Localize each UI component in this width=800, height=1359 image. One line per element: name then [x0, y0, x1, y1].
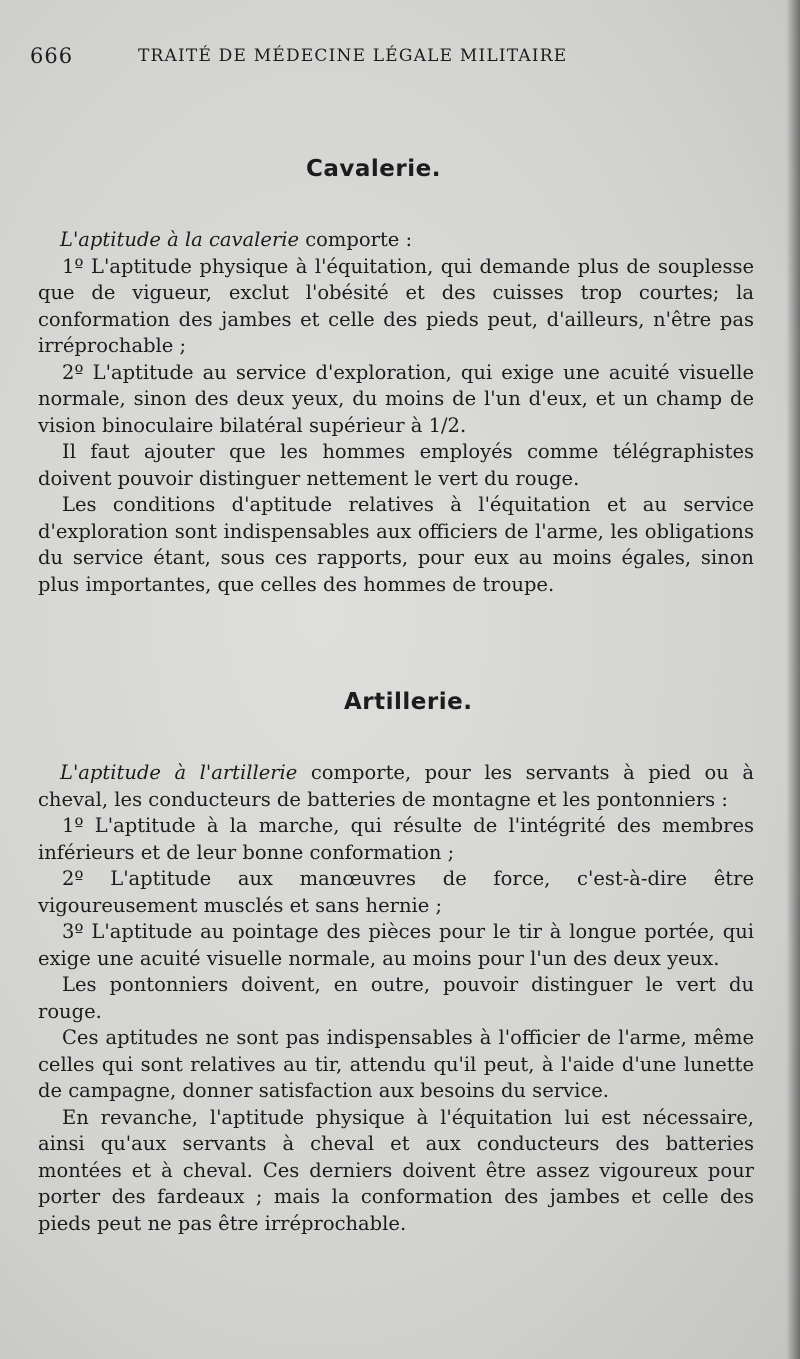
intro-rest: comporte : [299, 228, 413, 251]
section-heading-artillerie: Artillerie. [344, 689, 473, 715]
paragraph: 3º L'aptitude au pointage des pièces pour le tir à longue portée, qui exige une acuité visuelle normale, au moins pour l'un des deux yeux. [38, 920, 754, 970]
section-body-cavalerie [38, 227, 754, 598]
paragraph: Il faut ajouter que les hommes employés comme télégraphistes doivent pouvoir distinguer nettement le vert du rouge. [38, 440, 754, 490]
intro-italic: L'aptitude à la cavalerie [60, 228, 300, 251]
paragraph: Ces aptitudes ne sont pas indispensables à l'officier de l'arme, même celles qui sont relatives au tir, attendu qu'il peut, à l'aide d'une lunette de campagne, donner satisfaction aux besoins du service. [38, 1026, 754, 1102]
paragraph: Les pontonniers doivent, en outre, pouvoir distinguer le vert du rouge. [38, 973, 754, 1023]
page-number: 666 [30, 44, 74, 68]
paragraph: 1º L'aptitude à la marche, qui résulte de l'intégrité des membres inférieurs et de leur bonne conformation ; [38, 814, 754, 864]
paragraph: 2º L'aptitude aux manœuvres de force, c'est-à-dire être vigoureusement musclés et sans hernie ; [38, 867, 754, 917]
section-body-artillerie [38, 760, 754, 1237]
page-edge-shadow [786, 0, 800, 1359]
section-intro [38, 227, 754, 254]
paragraph: En revanche, l'aptitude physique à l'équitation lui est nécessaire, ainsi qu'aux servants à cheval et aux conducteurs des batteries montées et à cheval. Ces derniers doivent être assez vigoureux pour porter des fardeaux ; mais la conformation des jambes et celle des pieds peut ne pas être irréprochable. [38, 1105, 754, 1235]
running-title: TRAITÉ DE MÉDECINE LÉGALE MILITAIRE [138, 46, 568, 66]
intro-italic: L'aptitude à l'artillerie [60, 761, 298, 784]
intro-rest: comporte, pour les servants à pied ou à cheval, les conducteurs de batteries de montagne et les pontonniers : [38, 761, 754, 811]
paragraph: 2º L'aptitude au service d'exploration, qui exige une acuité visuelle normale, sinon des deux yeux, du moins de l'un d'eux, et un champ de vision binoculaire bilatéral supérieur à 1/2. [38, 360, 754, 437]
paragraph: Les conditions d'aptitude relatives à l'équitation et au service d'exploration sont indispensables aux officiers de l'arme, les obligations du service étant, sous ces rapports, pour eux au moins égales, sinon plus importantes, que celles des hommes de troupe. [38, 493, 754, 596]
section-heading-cavalerie: Cavalerie. [306, 156, 441, 182]
section-intro [38, 760, 754, 813]
paragraph: 1º L'aptitude physique à l'équitation, qui demande plus de souplesse que de vigueur, exclut l'obésité et des cuisses trop courtes; la conformation des jambes et celle des pieds peut, d'ailleurs, n'être pas irréprochable ; [38, 254, 754, 357]
